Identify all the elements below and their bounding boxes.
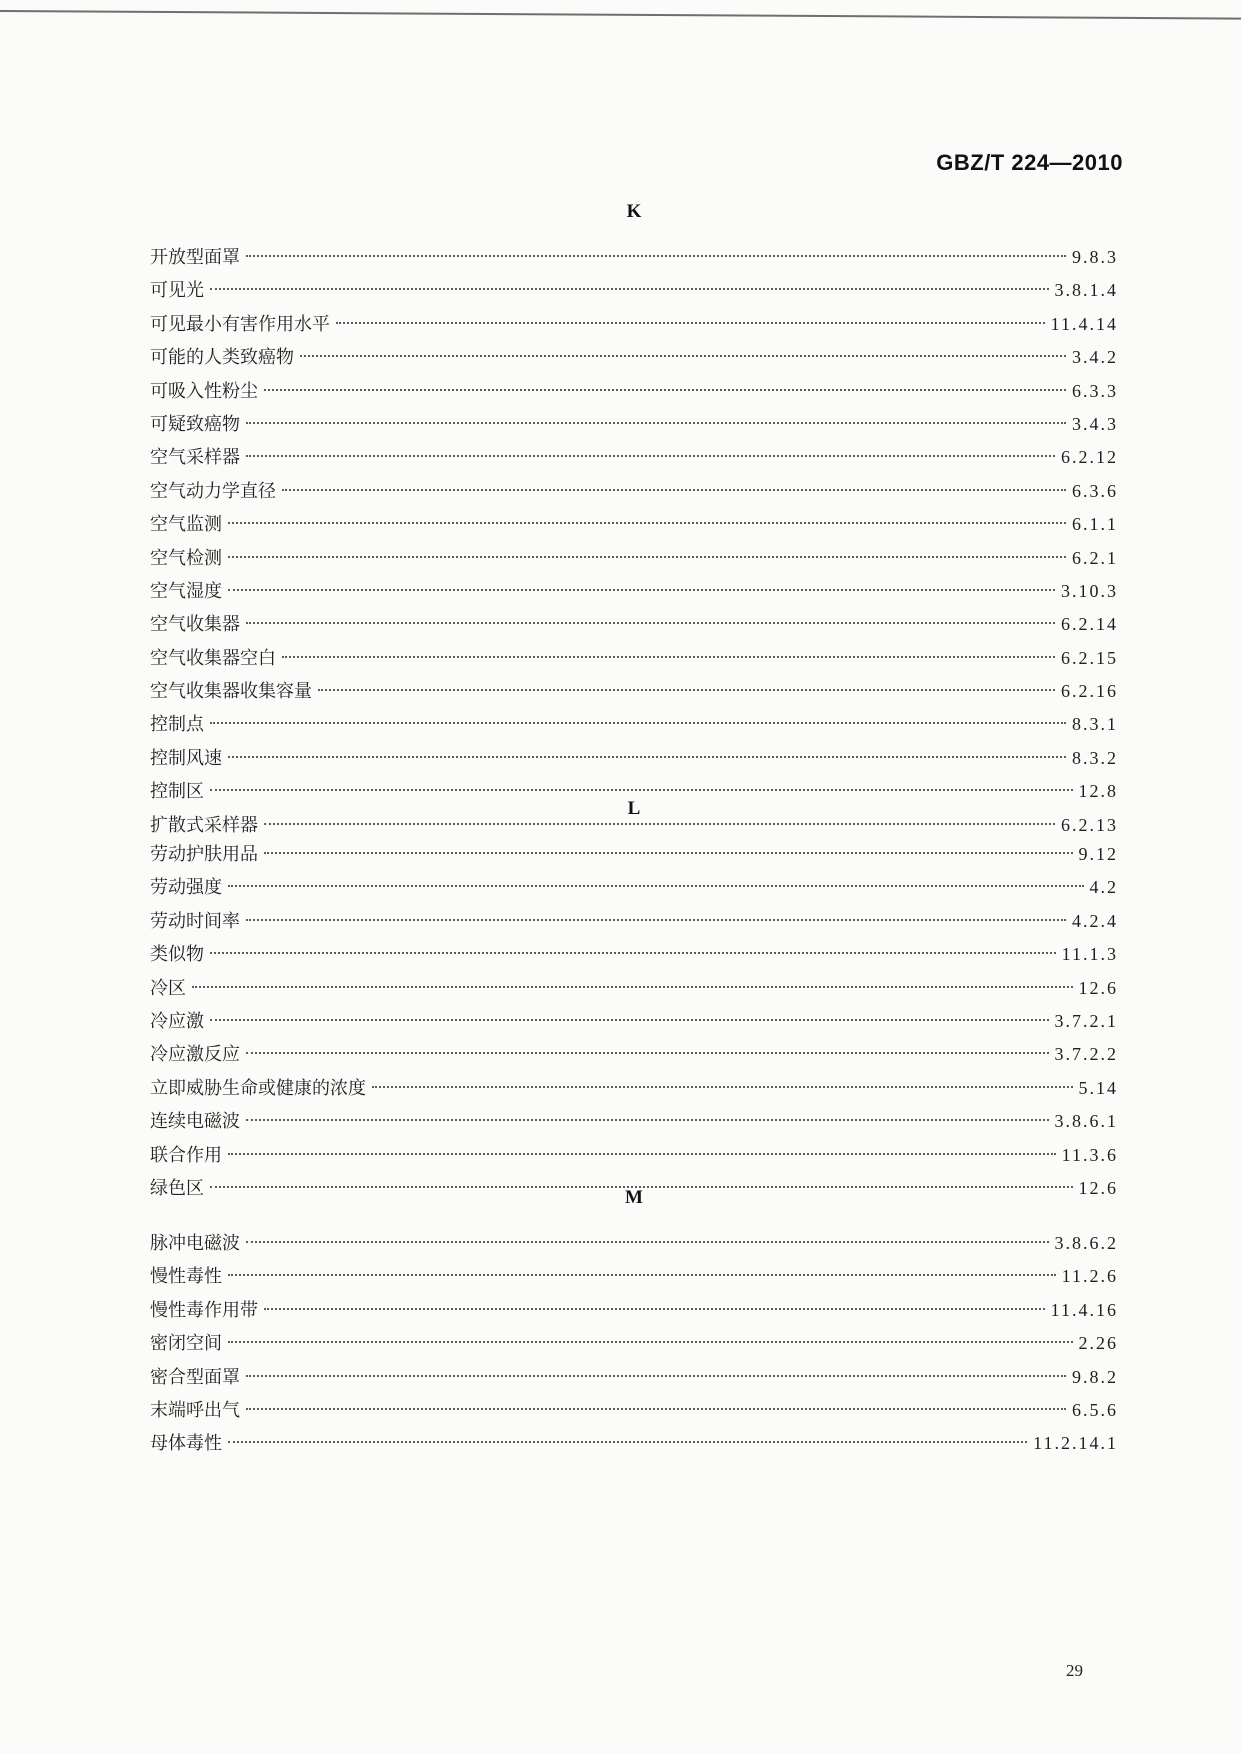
clause-reference: 6.2.14 [1061,614,1118,635]
clause-reference: 6.3.3 [1072,380,1118,401]
dot-leader [246,1408,1066,1410]
index-term: 扩散式采样器 [150,814,258,836]
dot-leader [336,322,1045,324]
clause-reference: 4.2 [1089,877,1118,898]
index-entry [150,1038,1118,1071]
dot-leader [246,1052,1049,1054]
index-entry [150,642,1118,675]
index-entry [150,1427,1118,1460]
index-term: 密闭空间 [150,1333,222,1355]
index-entry [150,475,1118,508]
clause-reference: 12.6 [1078,977,1118,998]
clause-reference: 5.14 [1078,1077,1118,1098]
index-term: 绿色区 [150,1177,204,1199]
dot-leader [246,455,1055,457]
dot-leader [264,389,1066,391]
dot-leader [246,1119,1049,1121]
clause-reference: 6.2.16 [1061,681,1118,702]
dot-leader [246,255,1066,257]
index-entry [150,938,1118,971]
index-entry [150,441,1118,474]
index-entry [150,508,1118,541]
standard-code: GBZ/T 224—2010 [936,150,1123,175]
dot-leader [246,622,1055,624]
index-entry [150,905,1118,938]
clause-reference: 8.3.1 [1072,714,1118,735]
clause-reference: 3.8.6.1 [1054,1111,1118,1132]
clause-reference: 9.8.3 [1072,247,1118,267]
clause-reference: 11.3.6 [1061,1144,1118,1165]
dot-leader [228,589,1055,591]
index-section-m [150,1183,1118,1461]
clause-reference: 11.1.3 [1061,944,1118,965]
index-term: 连续电磁波 [150,1111,240,1133]
index-entry [150,1005,1118,1038]
index-entry-list [150,1227,1118,1461]
index-entry [150,274,1118,307]
index-term: 密合型面罩 [150,1366,240,1388]
index-term: 立即威胁生命或健康的浓度 [150,1077,366,1099]
index-entry [150,575,1118,608]
index-entry [150,1139,1118,1172]
index-term: 劳动护肤用品 [150,844,258,865]
page-number: 29 [1066,1661,1083,1680]
index-term: 空气收集器收集容量 [150,681,312,703]
index-entry [150,871,1118,904]
index-term: 控制区 [150,781,204,803]
clause-reference: 6.3.6 [1072,480,1118,501]
clause-reference: 6.5.6 [1072,1399,1118,1420]
index-term: 控制风速 [150,747,222,769]
index-entry [150,675,1118,708]
index-entry-list [150,241,1118,842]
clause-reference: 6.2.12 [1061,447,1118,468]
clause-reference: 3.8.6.2 [1054,1233,1118,1253]
index-term: 可疑致癌物 [150,413,240,435]
clause-reference: 9.8.2 [1072,1366,1118,1387]
index-entry [150,708,1118,741]
index-entry [150,1394,1118,1427]
clause-reference: 3.7.2.2 [1054,1044,1118,1065]
index-entry [150,608,1118,641]
index-entry [150,1327,1118,1360]
clause-reference: 4.2.4 [1072,910,1118,931]
index-entry [150,241,1118,274]
dot-leader [372,1086,1073,1088]
clause-reference: 3.4.3 [1072,413,1118,434]
index-entry [150,341,1118,374]
dot-leader [228,1441,1027,1443]
dot-leader [228,1274,1056,1276]
dot-leader [210,789,1073,791]
index-entry [150,375,1118,408]
clause-reference: 3.7.2.1 [1054,1010,1118,1031]
index-entry [150,1105,1118,1138]
dot-leader [264,852,1073,854]
dot-leader [210,952,1056,954]
clause-reference: 9.12 [1078,844,1118,864]
index-section-k [150,197,1118,842]
dot-leader [192,986,1073,988]
index-term: 脉冲电磁波 [150,1233,240,1254]
clause-reference: 6.2.13 [1061,814,1118,835]
clause-reference: 2.26 [1078,1333,1118,1354]
dot-leader [228,556,1066,558]
clause-reference: 11.2.14.1 [1033,1433,1118,1454]
index-entry [150,972,1118,1005]
clause-reference: 3.4.2 [1072,347,1118,368]
index-term: 空气动力学直径 [150,480,276,502]
index-term: 空气采样器 [150,447,240,469]
index-entry [150,742,1118,775]
index-entry [150,308,1118,341]
dot-leader [228,756,1066,758]
index-term: 空气收集器空白 [150,647,276,669]
clause-reference: 6.1.1 [1072,514,1118,535]
dot-leader [246,422,1066,424]
clause-reference: 12.8 [1078,781,1118,802]
clause-reference: 3.10.3 [1061,580,1118,601]
index-term: 母体毒性 [150,1433,222,1455]
index-entry [150,838,1118,871]
index-term: 联合作用 [150,1144,222,1166]
index-term: 可见光 [150,280,204,302]
clause-reference: 11.4.16 [1050,1299,1118,1320]
clause-reference: 12.6 [1078,1177,1118,1198]
top-rule [0,10,1241,20]
index-term: 慢性毒性 [150,1266,222,1288]
dot-leader [300,355,1066,357]
index-term: 控制点 [150,714,204,736]
index-entry [150,542,1118,575]
clause-reference: 6.2.1 [1072,547,1118,568]
index-entry [150,1361,1118,1394]
dot-leader [210,288,1049,290]
index-entry [150,408,1118,441]
index-term: 空气检测 [150,547,222,569]
index-entry [150,1072,1118,1105]
dot-leader [282,656,1055,658]
dot-leader [264,1308,1045,1310]
section-letter: M [625,1187,643,1208]
index-term: 类似物 [150,944,204,966]
dot-leader [210,1019,1049,1021]
dot-leader [228,885,1084,887]
dot-leader [282,489,1066,491]
index-term: 末端呼出气 [150,1399,240,1421]
index-term: 劳动强度 [150,877,222,899]
dot-leader [228,1341,1073,1343]
clause-reference: 6.2.15 [1061,647,1118,668]
index-term: 慢性毒作用带 [150,1299,258,1321]
index-entry-list [150,838,1118,1205]
index-section-l [150,794,1118,1205]
dot-leader [228,522,1066,524]
section-letter: L [627,798,641,819]
dot-leader [228,1153,1056,1155]
section-letter: K [626,201,642,222]
dot-leader [246,1375,1066,1377]
index-term: 可见最小有害作用水平 [150,313,330,335]
clause-reference: 3.8.1.4 [1054,280,1118,301]
index-term: 可吸入性粉尘 [150,380,258,402]
index-entry [150,1227,1118,1260]
clause-reference: 8.3.2 [1072,747,1118,768]
index-term: 冷应激 [150,1010,204,1032]
index-entry [150,1260,1118,1293]
index-term: 开放型面罩 [150,247,240,268]
index-term: 空气湿度 [150,580,222,602]
dot-leader [246,919,1066,921]
index-term: 空气收集器 [150,614,240,636]
clause-reference: 11.2.6 [1061,1266,1118,1287]
index-term: 可能的人类致癌物 [150,347,294,369]
index-term: 冷区 [150,977,186,999]
dot-leader [318,689,1055,691]
dot-leader [246,1241,1049,1243]
index-term: 劳动时间率 [150,910,240,932]
dot-leader [210,722,1066,724]
index-term: 冷应激反应 [150,1044,240,1066]
index-term: 空气监测 [150,514,222,536]
clause-reference: 11.4.14 [1050,313,1118,334]
index-entry [150,1294,1118,1327]
